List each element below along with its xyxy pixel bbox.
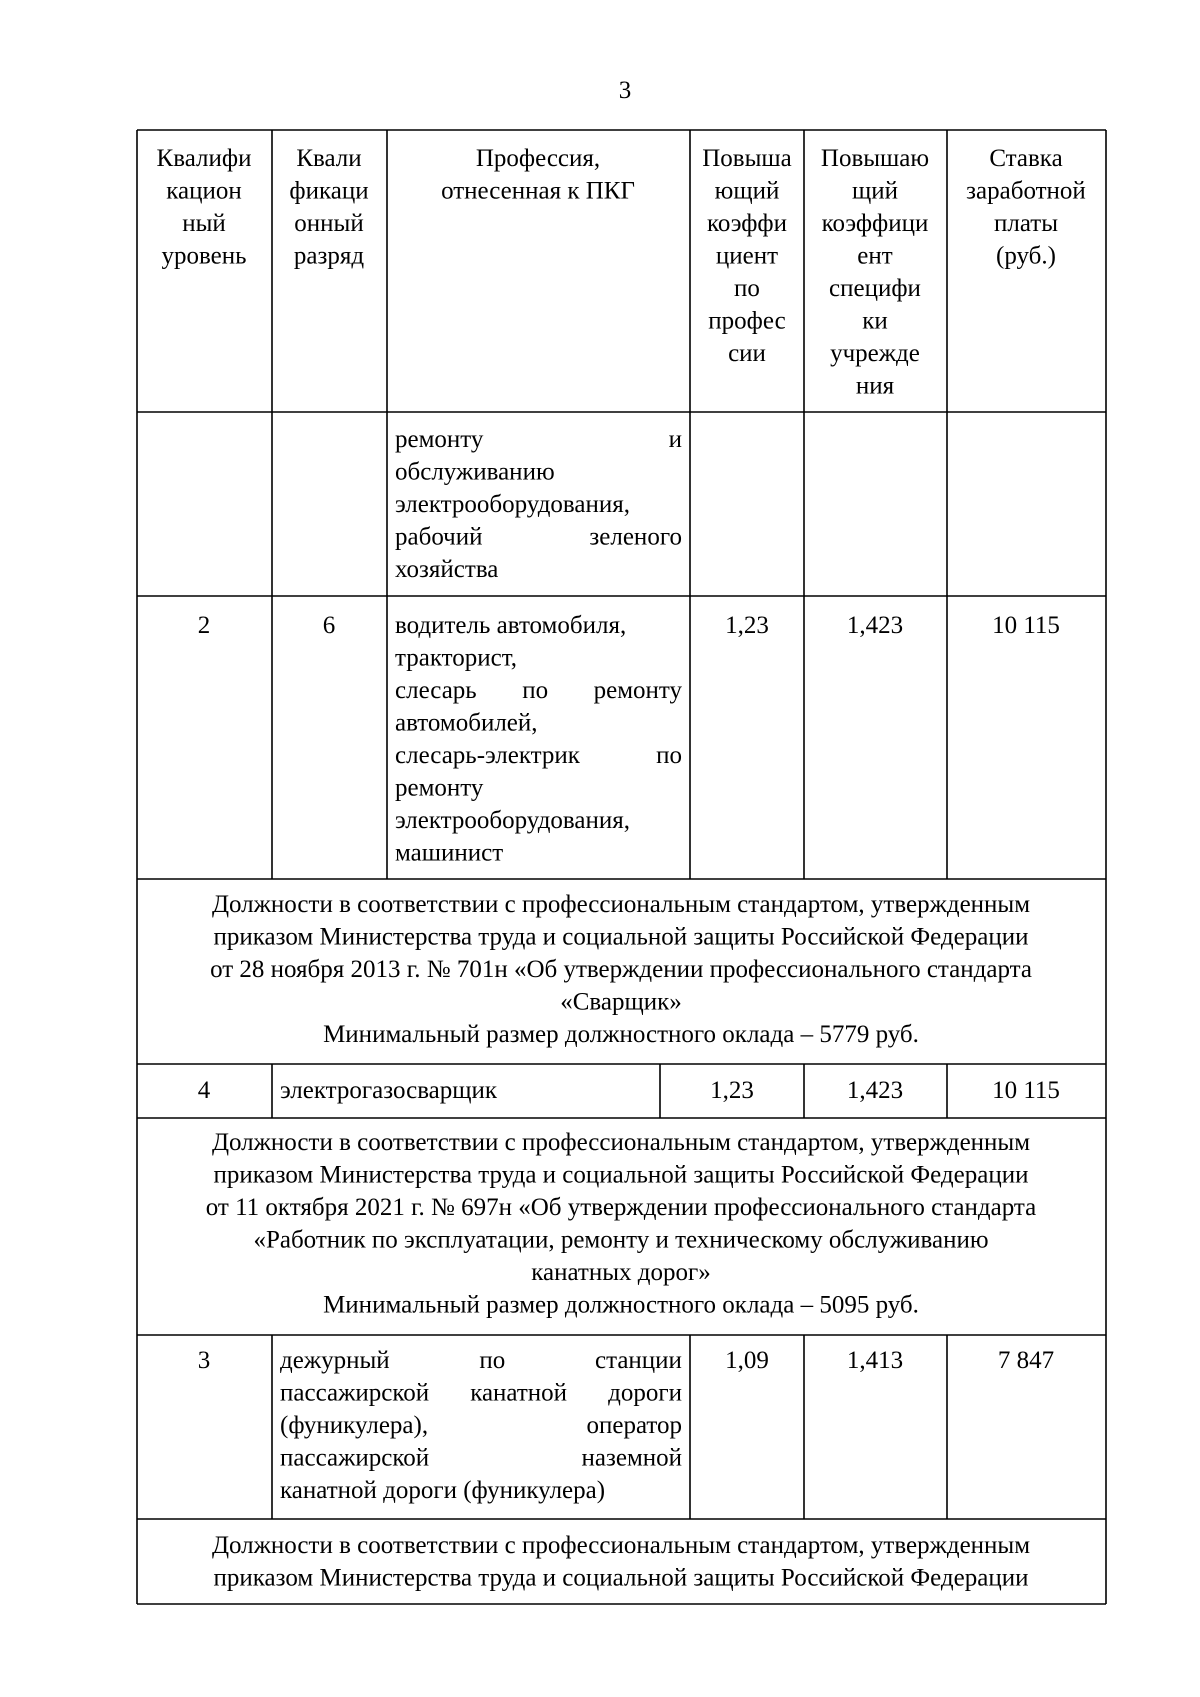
header-line: Профессия, (475, 145, 601, 172)
header-line: сии (728, 340, 766, 367)
driver-row-grade: 6 (322, 612, 336, 639)
profession-line: по (479, 1347, 506, 1374)
header-line: Ставка (989, 145, 1063, 172)
header-line: профес (708, 307, 786, 335)
welder-row-rate: 10 115 (992, 1077, 1060, 1104)
section-line: приказом Министерства труда и социальной защиты Российской Федерации (213, 1161, 1029, 1189)
driver-row-level: 2 (197, 612, 211, 639)
profession-line: ремонту (395, 426, 484, 453)
header-line: отнесенная к ПКГ (441, 177, 635, 205)
cableway-row-level: 3 (197, 1347, 211, 1374)
profession-line: машинист (395, 839, 504, 867)
header-line: платы (993, 210, 1059, 237)
header-line: фикаци (289, 177, 369, 205)
header-line: уровень (161, 242, 247, 270)
welder-row-coef-specifics: 1,423 (846, 1077, 904, 1104)
section-line: Должности в соответствии с профессиональным стандартом, утвержденным (211, 1532, 1031, 1559)
section-line: приказом Министерства труда и социальной защиты Российской Федерации (213, 1564, 1029, 1592)
header-line: Повышаю (820, 145, 930, 172)
cableway-row-coef-specifics: 1,413 (846, 1347, 904, 1374)
section-line: от 28 ноября 2013 г. № 701н «Об утверждении профессионального стандарта (210, 956, 1032, 983)
profession-line: станции (595, 1347, 682, 1374)
profession-line: дежурный (280, 1347, 390, 1374)
profession-line: электрооборудования, (395, 807, 631, 834)
header-line: ния (855, 372, 895, 400)
section-line: «Работник по эксплуатации, ремонту и техническому обслуживанию (253, 1226, 989, 1254)
profession-line: ремонту (593, 677, 683, 704)
section-welder-standard (210, 891, 1032, 1048)
header-line: (руб.) (996, 242, 1056, 270)
header-line: по (734, 275, 760, 302)
profession-line: канатной (470, 1379, 568, 1407)
header-line: Квали (296, 145, 362, 172)
profession-line: и (668, 426, 682, 453)
profession-line: автомобилей, (395, 709, 538, 737)
header-line: Квалифи (156, 145, 252, 172)
header-line: ент (857, 242, 893, 270)
header-line: заработной (966, 177, 1086, 205)
profession-line: дороги (608, 1379, 682, 1407)
profession-line: канатной дороги (фуникулера) (280, 1477, 606, 1504)
welder-row-level: 4 (197, 1077, 211, 1104)
header-line: ный (182, 210, 226, 237)
section-line: Минимальный размер должностного оклада – 5779 руб. (323, 1021, 919, 1048)
driver-row-coef-profession: 1,23 (725, 612, 769, 639)
section-line: Минимальный размер должностного оклада – 5095 руб. (323, 1291, 919, 1319)
profession-line: наземной (581, 1444, 683, 1472)
section-line: канатных дорог» (531, 1259, 711, 1286)
welder-row-coef-profession: 1,23 (710, 1077, 754, 1104)
profession-line: зеленого (589, 523, 682, 551)
welder-row-profession: электрогазосварщик (280, 1077, 498, 1104)
header-line: циент (715, 242, 779, 270)
header-line: онный (294, 210, 364, 237)
header-line: разряд (293, 242, 365, 270)
profession-line: хозяйства (395, 556, 499, 583)
profession-line: пассажирской (280, 1379, 430, 1407)
profession-line: рабочий (395, 523, 483, 551)
header-line: кацион (166, 177, 242, 205)
page-number: 3 (618, 77, 632, 104)
header-line: коэффици (821, 210, 929, 237)
section-line: от 11 октября 2021 г. № 697н «Об утверждении профессионального стандарта (205, 1194, 1037, 1221)
profession-line: (фуникулера), (280, 1412, 429, 1439)
profession-line: обслуживанию (395, 458, 555, 486)
header-line: учрежде (830, 340, 920, 367)
cableway-row-coef-profession: 1,09 (725, 1347, 769, 1374)
section-line: приказом Министерства труда и социальной защиты Российской Федерации (213, 923, 1029, 951)
profession-line: по (656, 742, 682, 769)
header-line: ки (862, 307, 888, 335)
section-line: Должности в соответствии с профессиональным стандартом, утвержденным (211, 1129, 1031, 1156)
profession-line: тракторист, (395, 644, 518, 672)
header-line: коэффи (707, 210, 787, 237)
profession-line: слесарь-электрик (395, 742, 580, 769)
profession-line: ремонту (395, 774, 484, 802)
profession-line: пассажирской (280, 1444, 430, 1472)
section-line: Должности в соответствии с профессиональным стандартом, утвержденным (211, 891, 1031, 918)
cableway-row-rate: 7 847 (997, 1347, 1055, 1374)
header-line: специфи (829, 275, 921, 302)
profession-line: по (522, 677, 549, 704)
driver-row-rate: 10 115 (992, 612, 1060, 639)
header-line: щий (851, 177, 899, 205)
header-line: Повыша (702, 145, 792, 172)
header-line: ющий (714, 177, 780, 205)
driver-row-coef-specifics: 1,423 (846, 612, 904, 639)
section-line: «Сварщик» (560, 988, 682, 1016)
profession-line: электрооборудования, (395, 491, 631, 518)
profession-line: оператор (586, 1412, 683, 1439)
profession-line: водитель автомобиля, (395, 612, 627, 639)
profession-line: слесарь (395, 677, 477, 704)
